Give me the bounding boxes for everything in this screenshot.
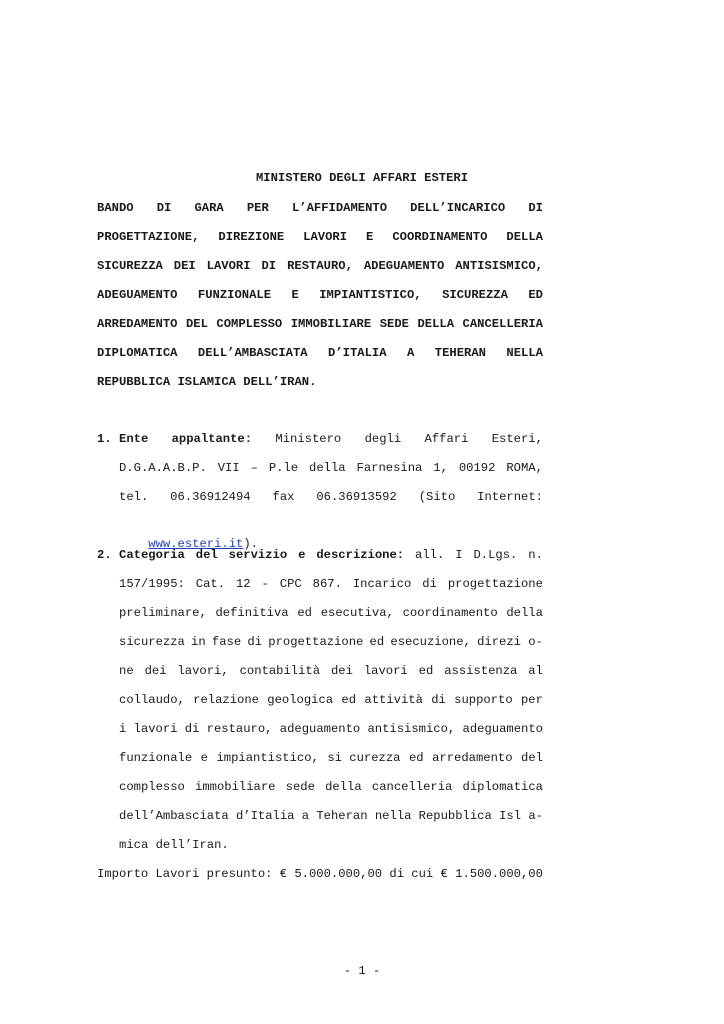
section-2-word: sicurezza xyxy=(119,635,185,649)
section-2-label-word: Categoria xyxy=(119,548,185,562)
importo-word: Importo xyxy=(97,867,149,881)
section-2-word: attività xyxy=(364,693,423,707)
section-2-word: di xyxy=(422,577,437,591)
section-2-word: progettazione xyxy=(268,635,364,649)
section-2-word: della xyxy=(325,780,362,794)
section-2-word: in xyxy=(191,635,206,649)
section-2-word: Incarico xyxy=(352,577,412,591)
section-2-word: ed xyxy=(408,751,424,765)
heading-word: PER xyxy=(246,201,269,215)
heading-word: ADEGUAMENTO xyxy=(97,288,178,302)
heading-word: ARREDAMENTO xyxy=(97,317,178,331)
section-2-word: a xyxy=(301,809,310,823)
heading-word: DELLA xyxy=(417,317,455,331)
section-2-body-line xyxy=(119,575,543,593)
section-2-body-line xyxy=(119,604,543,622)
section-2-word: definitiva xyxy=(215,606,289,620)
section-2-word: geologica xyxy=(267,693,334,707)
importo-line xyxy=(97,865,543,883)
heading-word: DI xyxy=(156,201,172,215)
section-2-word: antisismico, xyxy=(367,722,456,736)
heading-word: DI xyxy=(261,259,277,273)
page-number: - 1 - xyxy=(343,964,381,978)
section-1-word: 06.36913592 xyxy=(316,490,397,504)
section-1-word: 00192 xyxy=(458,461,496,475)
section-2-word: della xyxy=(506,606,543,620)
heading-word: SICUREZZA xyxy=(442,288,508,302)
section-2-word: assistenza xyxy=(444,664,518,678)
section-2-body-line xyxy=(119,749,543,767)
section-2-number: 2. xyxy=(97,548,112,562)
heading-word: DI xyxy=(528,201,543,215)
heading-word: DEL xyxy=(185,317,208,331)
section-2-word: D.Lgs. xyxy=(473,548,518,562)
heading-line xyxy=(97,344,543,362)
section-2-word: lavori, xyxy=(177,664,229,678)
section-2-word: diplomatica xyxy=(462,780,543,794)
section-2-word: per xyxy=(520,693,543,707)
section-2-word: dell’Ambasciata xyxy=(119,809,229,823)
section-2-label-word: servizio xyxy=(228,548,288,562)
heading-line xyxy=(97,199,543,217)
section-2-label-word: del xyxy=(195,548,218,562)
section-2-word: Isl a- xyxy=(499,809,543,823)
heading-word: DIPLOMATICA xyxy=(97,346,178,360)
section-2-word: dei xyxy=(144,664,167,678)
heading-word: COORDINAMENTO xyxy=(392,230,488,244)
section-1-word: 06.36912494 xyxy=(170,490,251,504)
heading-word: FUNZIONALE xyxy=(197,288,272,302)
section-2-last-line: mica dell’Iran. xyxy=(119,838,229,852)
section-2-word: arredamento xyxy=(432,751,513,765)
section-2-word: collaudo, xyxy=(119,693,185,707)
heading-word: PROGETTAZIONE, xyxy=(97,230,200,244)
heading-word: DELL’INCARICO xyxy=(410,201,506,215)
section-2-word: lavori xyxy=(363,664,408,678)
section-1-word: degli xyxy=(364,432,402,446)
section-2-word: ed xyxy=(297,606,312,620)
heading-line xyxy=(97,257,543,275)
section-1-word: (Sito xyxy=(418,490,456,504)
heading-word: GARA xyxy=(194,201,224,215)
document-title: MINISTERO DEGLI AFFARI ESTERI xyxy=(255,171,469,185)
section-1-line-2 xyxy=(119,459,543,477)
section-2-word: dei xyxy=(330,664,353,678)
heading-word: SEDE xyxy=(379,317,409,331)
section-2-word: del xyxy=(521,751,543,765)
section-2-body-line xyxy=(119,807,543,825)
section-2-word: d’Italia xyxy=(235,809,295,823)
link-closing: ). xyxy=(243,537,258,551)
heading-word: IMMOBILIARE xyxy=(290,317,372,331)
section-2-word: 867. xyxy=(312,577,342,591)
section-2-word: progettazione xyxy=(447,577,543,591)
heading-word: COMPLESSO xyxy=(216,317,283,331)
section-2-word: supporto xyxy=(454,693,513,707)
section-2-word: impiantistico, xyxy=(216,751,319,765)
heading-word: A xyxy=(407,346,415,360)
section-1-word: Farnesina xyxy=(356,461,423,475)
heading-word: DELL’AMBASCIATA xyxy=(197,346,308,360)
section-1-line-1 xyxy=(119,430,543,448)
section-2-word: i xyxy=(119,722,127,736)
section-1-line-4 xyxy=(119,517,543,551)
section-1-word: VII xyxy=(217,461,240,475)
section-2-body-line xyxy=(119,633,543,651)
section-1-word: Esteri, xyxy=(491,432,543,446)
website-link[interactable]: www.esteri.it xyxy=(148,537,244,551)
heading-line xyxy=(97,228,543,246)
section-1-word: tel. xyxy=(119,490,149,504)
section-2-word: restauro, xyxy=(206,722,273,736)
heading-last-line: REPUBBLICA ISLAMICA DELL’IRAN. xyxy=(97,375,317,389)
heading-word: L’AFFIDAMENTO xyxy=(291,201,388,215)
section-2-label-word: descrizione: xyxy=(316,548,405,562)
heading-word: RESTAURO, xyxy=(287,259,353,273)
section-1-label-word: appaltante: xyxy=(171,432,253,446)
heading-word: ED xyxy=(528,288,543,302)
heading-line xyxy=(97,315,543,333)
heading-word: E xyxy=(366,230,374,244)
heading-word: LAVORI xyxy=(206,259,251,273)
heading-word: DIREZIONE xyxy=(218,230,285,244)
section-2-word: Teheran xyxy=(316,809,368,823)
section-2-word: preliminare, xyxy=(119,606,207,620)
section-2-body-line xyxy=(119,778,543,796)
heading-word: LAVORI xyxy=(303,230,348,244)
section-2-word: funzionale xyxy=(119,751,193,765)
section-2-word: 157/1995: xyxy=(119,577,185,591)
section-2-word: direzi o- xyxy=(477,635,543,649)
heading-line xyxy=(97,286,543,304)
heading-word: CANCELLERIA xyxy=(462,317,543,331)
section-1-word: P.le xyxy=(268,461,299,475)
section-2-word: coordinamento xyxy=(402,606,498,620)
section-1-number: 1. xyxy=(97,432,112,446)
section-1-word: D.G.A.A.B.P. xyxy=(119,461,207,475)
section-2-word: sede xyxy=(285,780,315,794)
importo-word: Lavori xyxy=(155,867,200,881)
section-1-word: Affari xyxy=(424,432,469,446)
section-1-word: Ministero xyxy=(275,432,342,446)
section-2-word: e xyxy=(200,751,208,765)
section-2-body-line xyxy=(119,720,543,738)
heading-word: TEHERAN xyxy=(434,346,486,360)
section-2-word: CPC xyxy=(279,577,302,591)
importo-word: di xyxy=(389,867,405,881)
section-2-word: Cat. xyxy=(195,577,226,591)
section-2-word: lavori xyxy=(133,722,178,736)
section-2-word: fase xyxy=(211,635,242,649)
section-2-word: di xyxy=(431,693,446,707)
section-2-word: ed xyxy=(341,693,357,707)
section-2-word: cancelleria xyxy=(371,780,453,794)
section-2-word: adeguamento xyxy=(279,722,361,736)
section-2-word: al xyxy=(528,664,543,678)
heading-word: BANDO xyxy=(97,201,134,215)
section-2-word: contabilità xyxy=(239,664,321,678)
section-2-word: ed xyxy=(369,635,385,649)
section-2-word: - xyxy=(261,577,269,591)
importo-word: € 5.000.000,00 xyxy=(279,867,383,881)
section-2-word: ne xyxy=(119,664,134,678)
section-1-word: – xyxy=(250,461,258,475)
importo-word: € 1.500.000,00 xyxy=(440,867,543,881)
section-2-word: n. xyxy=(528,548,543,562)
section-1-word: Internet: xyxy=(477,490,543,504)
section-2-word: adeguamento xyxy=(462,722,543,736)
importo-word: cui xyxy=(411,867,434,881)
section-2-word: di xyxy=(184,722,200,736)
heading-word: E xyxy=(291,288,299,302)
section-1-word: della xyxy=(309,461,346,475)
heading-word: ANTISISMICO, xyxy=(455,259,543,273)
section-2-word: all. xyxy=(415,548,445,562)
section-2-word: immobiliare xyxy=(195,780,276,794)
section-2-word: esecuzione, xyxy=(390,635,471,649)
heading-word: NELLA xyxy=(506,346,543,360)
section-2-line-1 xyxy=(119,546,543,564)
section-1-label-word: Ente xyxy=(119,432,149,446)
heading-word: ADEGUAMENTO xyxy=(363,259,445,273)
section-2-word: esecutiva, xyxy=(320,606,394,620)
section-2-word: 12 xyxy=(235,577,251,591)
heading-word: DELLA xyxy=(506,230,543,244)
section-1-word: 1, xyxy=(433,461,448,475)
heading-word: DEI xyxy=(173,259,196,273)
section-2-body-line xyxy=(119,662,543,680)
heading-word: D’ITALIA xyxy=(328,346,387,360)
section-2-word: Repubblica xyxy=(418,809,492,823)
heading-word: IMPIANTISTICO, xyxy=(319,288,422,302)
importo-word: presunto: xyxy=(206,867,273,881)
section-2-word: di xyxy=(247,635,263,649)
heading-word: SICUREZZA xyxy=(97,259,163,273)
section-1-line-3 xyxy=(119,488,543,506)
section-2-word: ed xyxy=(418,664,434,678)
section-1-word: ROMA, xyxy=(506,461,543,475)
section-2-word: si curezza xyxy=(327,751,401,765)
section-2-word: complesso xyxy=(119,780,185,794)
section-1-word: fax xyxy=(272,490,295,504)
section-2-body-line xyxy=(119,691,543,709)
section-2-word: nella xyxy=(374,809,412,823)
section-2-word: I xyxy=(455,548,463,562)
section-2-label-word: e xyxy=(298,548,306,562)
section-2-word: relazione xyxy=(193,693,259,707)
